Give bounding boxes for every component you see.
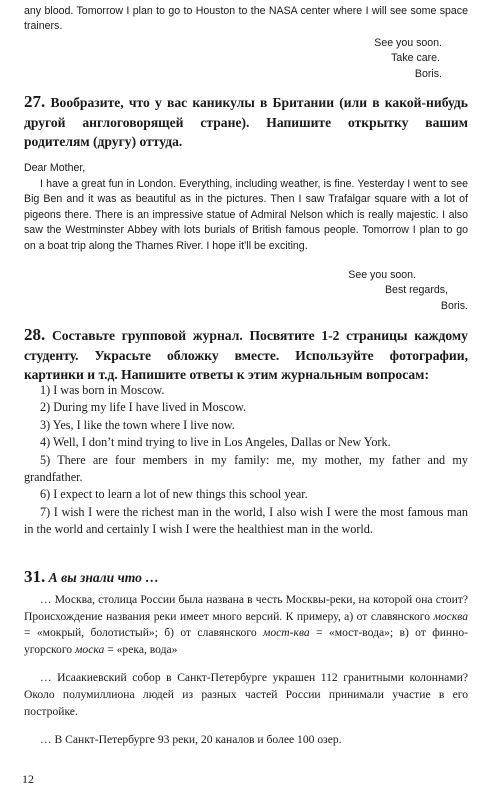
closing-line: Best regards, (384, 284, 448, 297)
list-item: 3) Yes, I like the town where I live now. (40, 417, 235, 432)
list-item: 5) There are four members in my family: me, my mother, my father and my grandfather. (24, 452, 468, 485)
did-you-know-facts (24, 592, 468, 749)
fact-paragraph-isaac: … Исаакиевский собор в Санкт-Петербурге украшен 112 гранитными колоннами? Около полумиллиона людей из разных частей России принимали участие в его постройке. (24, 671, 468, 718)
letter-continuation: any blood. Tomorrow I plan to go to Houston to the NASA center where I will see some space trainers. (24, 5, 468, 33)
exercise-instruction: Вообразите, что у вас каникулы в Британии (или в какой-нибудь другой англоговорящей стране). Напишите открытку вашим родителям (другу) оттуда. (24, 95, 468, 149)
list-item: 2) During my life I have lived in Moscow. (40, 400, 247, 415)
list-item: 6) I expect to learn a lot of new things this school year. (40, 487, 308, 502)
exercise-number: 27. (24, 92, 46, 111)
exercise-27-heading (24, 92, 468, 152)
postcard-greeting: Dear Mother, (24, 162, 86, 174)
fact-text: = «река, вода» (104, 642, 178, 656)
exercise-28-heading (24, 325, 468, 385)
page-number: 12 (22, 772, 34, 786)
closing-line: Boris. (414, 67, 442, 80)
fact-text: = «мокрый, болотистый»; б) от славянского (24, 626, 263, 640)
closing-line: Take care. (391, 52, 440, 65)
fact-term: москва (433, 609, 468, 623)
fact-text: … Москва, столица России была названа в честь Москвы-реки, на которой она стоит? Происхождение названия реки имеет много версий. К примеру, а) от славянского (24, 593, 468, 623)
fact-paragraph-moscow (24, 592, 468, 658)
journal-answers (24, 382, 468, 539)
fact-term: моска (75, 642, 105, 656)
exercise-number: 31. (24, 567, 46, 586)
fact-paragraph-rivers: … В Санкт-Петербурге 93 реки, 20 каналов и более 100 озер. (40, 733, 342, 747)
list-item: 4) Well, I don’t mind trying to live in Los Angeles, Dallas or New York. (40, 435, 391, 450)
exercise-number: 28. (24, 325, 46, 344)
fact-text: = «мост-вода»; в) от финно-угорского (24, 626, 468, 656)
postcard-closing (300, 268, 468, 314)
list-item: 7) I wish I were the richest man in the world, I also wish I were the most famous man in the world and certainly I wish I were the healthiest man in the world. (24, 504, 468, 537)
closing-line: Boris. (440, 299, 468, 312)
exercise-title: А вы знали что … (48, 570, 159, 585)
letter-closing-1 (300, 36, 442, 82)
fact-term: мост-ква (262, 626, 310, 640)
exercise-31-heading (24, 567, 468, 587)
list-item: 1) I was born in Moscow. (40, 383, 165, 397)
exercise-instruction: Составьте групповой журнал. Посвятите 1-2 страницы каждому студенту. Украсьте обложку вместе. Используйте фотографии, картинки и т.д. Напишите ответы к этим журнальным вопросам: (24, 328, 468, 382)
postcard-body: I have a great fun in London. Everything, including weather, is fine. Yesterday I went to see Big Ben and it was as beautiful as in the pictures. Then I saw Trafalgar square with a lot of pigeons there. There is an impressive statue of Admiral Nelson which is really majestic. I also saw the Westminster Abbey with lots burials of British famous people. Tomorrow I plan to go on a boat trip along the Thames River. I hope it’ll be exciting. (24, 178, 468, 252)
closing-line: See you soon. (374, 37, 442, 49)
closing-line: See you soon. (348, 269, 416, 281)
